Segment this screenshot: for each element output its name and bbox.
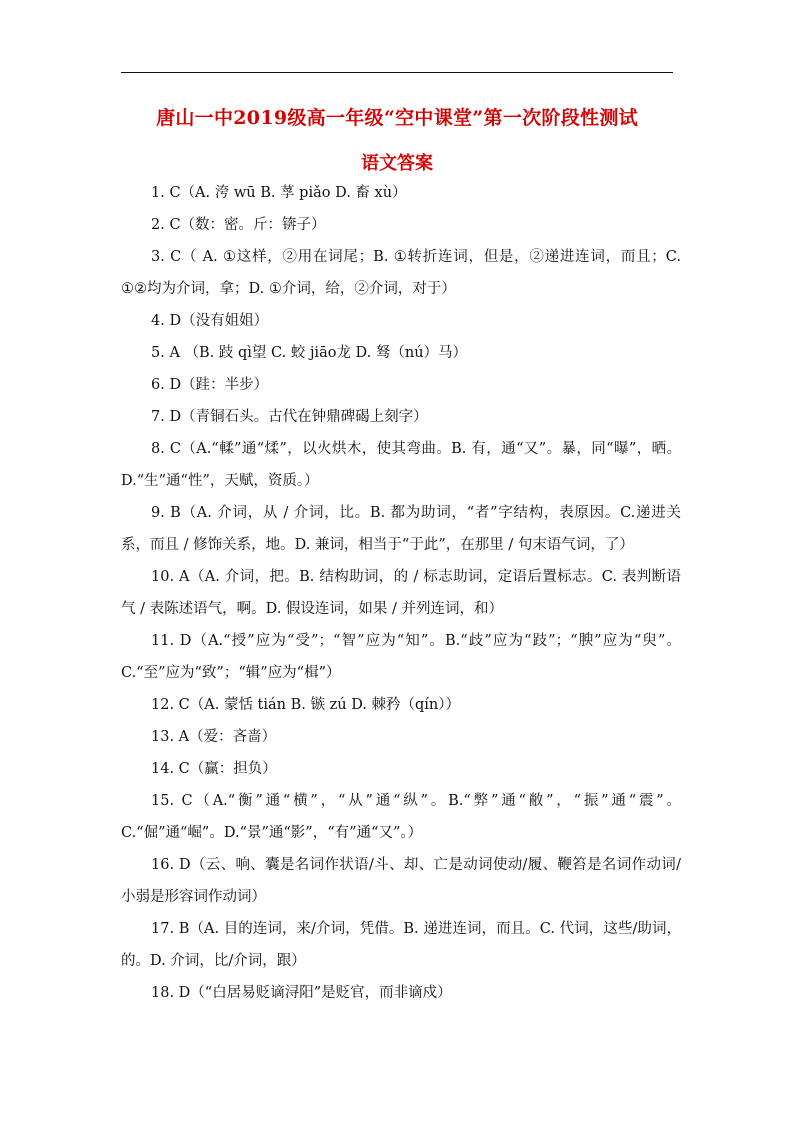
answer-item-14: 14. C（赢：担负） [151, 761, 277, 777]
answer-item-10: 10. A（A. 介词，把。B. 结构助词，的 / 标志助词，定语后置标志。C. 表判断语气 / 表陈述语气，啊。D. 假设连词，如果 / 并列连词，和） [121, 569, 681, 617]
answer-item-13: 13. A（爱：吝啬） [151, 729, 277, 745]
answer-item-3: 3. C（ A. ①这样，②用在词尾；B. ①转折连词，但是，②递进连词，而且；C. ①②均为介词，拿；D. ①介词，给，②介词，对于） [121, 249, 681, 297]
answer-item-4: 4. D（没有姐姐） [151, 313, 269, 329]
answer-item-1: 1. C（A. 洿 wū B. 莩 piǎo D. 畜 xù） [151, 185, 407, 201]
answer-item-6: 6. D（跬：半步） [151, 377, 269, 393]
answer-item-16: 16. D（云、响、囊是名词作状语/斗、却、亡是动词使动/履、鞭笞是名词作动词/小弱是形容词作动词） [121, 857, 681, 905]
document-title: 唐山一中2019级高一年级“空中课堂”第一次阶段性测试 [156, 107, 638, 129]
answer-item-17: 17. B（A. 目的连词，来/介词，凭借。B. 递进连词，而且。C. 代词，这些/助词，的。D. 介词，比/介词，跟） [121, 921, 681, 969]
answer-item-7: 7. D（青铜石头。古代在钟鼎碑碣上刻字） [151, 409, 428, 425]
answer-item-8: 8. C（A.“輮”通“煣”，以火烘木，使其弯曲。B. 有，通“又”。暴，同“曝”，晒。D.“生”通“性”，天赋，资质。） [121, 441, 681, 489]
header-rule [121, 72, 673, 73]
answer-item-12: 12. C（A. 蒙恬 tián B. 镞 zú D. 棘矜（qín）） [151, 697, 461, 713]
answer-item-2: 2. C（数：密。斤：锛子） [151, 217, 326, 233]
answer-item-9: 9. B（A. 介词，从 / 介词，比。B. 都为助词，“者”字结构，表原因。C.递进关系，而且 / 修饰关系，地。D. 兼词，相当于“于此”，在那里 / 句末语气词，了） [121, 505, 681, 553]
document-subtitle: 语文答案 [361, 153, 433, 174]
answer-item-5: 5. A （B. 跂 qì望 C. 蛟 jiāo龙 D. 驽（nú）马） [151, 345, 468, 361]
answer-item-18: 18. D（“白居易贬谪浔阳”是贬官，而非谪戍） [151, 985, 452, 1001]
answer-item-15: 15. C（A.“衡”通“横”，“从”通“纵”。B.“弊”通“敝”，“振”通“震”。C.“倔”通“崛”。D.“景”通“影”，“有”通“又”。） [121, 793, 681, 841]
answer-list [121, 177, 681, 1009]
answer-item-11: 11. D（A.“授”应为“受”；“智”应为“知”。B.“歧”应为“跂”；“腴”应为“臾”。C.“至”应为“致”；“辑”应为“楫”） [121, 633, 681, 681]
